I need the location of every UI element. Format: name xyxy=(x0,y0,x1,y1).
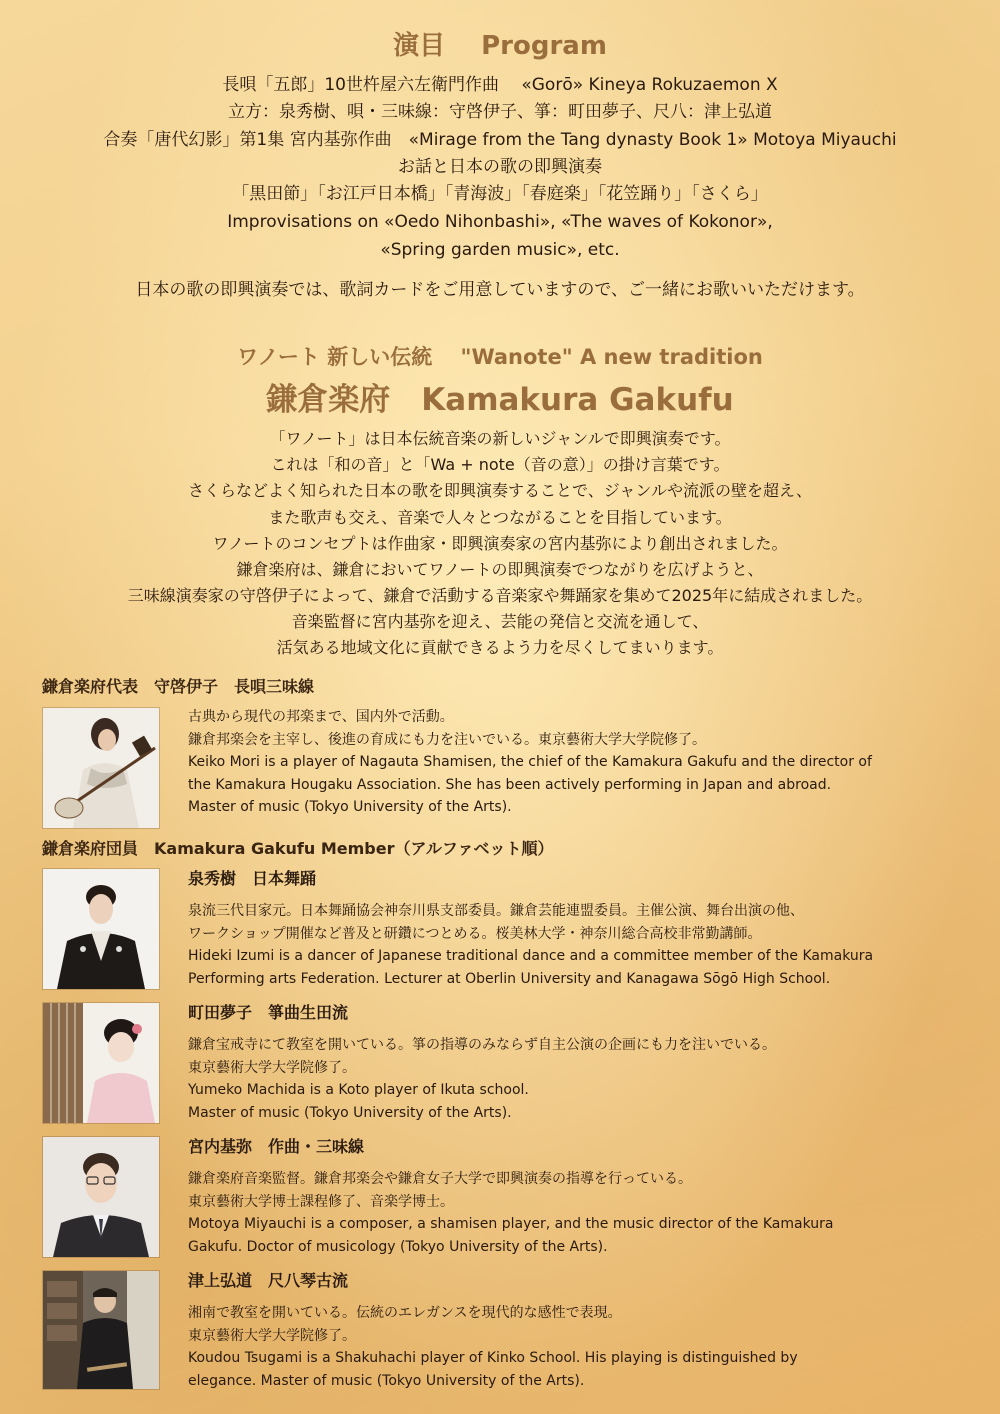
bio-line: ワークショップ開催など普及と研鑽につとめる。桜美林大学・神奈川総合高校非常勤講師。 xyxy=(188,925,762,942)
bio-line: Performing arts Federation. Lecturer at Oberlin University and Kanagawa Sōgō High School. xyxy=(188,970,831,987)
bio-line: Master of music (Tokyo University of the Arts). xyxy=(188,1104,512,1121)
description-line: さくらなどよく知られた日本の歌を即興演奏することで、ジャンルや流派の壁を超え、 xyxy=(188,481,812,500)
member-name: 宮内基弥 作曲・三味線 xyxy=(188,1137,365,1156)
description-line: 音楽監督に宮内基弥を迎え、芸能の発信と交流を通して、 xyxy=(291,612,709,631)
member-photo-izumi xyxy=(42,868,160,990)
bio-line: 泉流三代目家元。日本舞踊協会神奈川県支部委員。鎌倉芸能連盟委員。主催公演、舞台出演の他、 xyxy=(188,903,804,919)
program-line: 長唄「五郎」10世杵屋六左衛門作曲 «Gorō» Kineya Rokuzaemon X xyxy=(222,75,778,95)
bio-line: Master of music (Tokyo University of the Arts). xyxy=(188,799,512,815)
representative-photo xyxy=(42,707,160,829)
bio-line: Hideki Izumi is a dancer of Japanese traditional dance and a committee member of the Kamakura xyxy=(188,948,874,964)
description-line: ワノートのコンセプトは作曲家・即興演奏家の宮内基弥により創出されました。 xyxy=(212,534,788,553)
bio-line: 鎌倉楽府音楽監督。鎌倉邦楽会や鎌倉女子大学で即興演奏の指導を行っている。 xyxy=(188,1171,692,1187)
description-line: また歌声も交え、音楽で人々とつながることを目指しています。 xyxy=(268,508,732,527)
description-line: これは「和の音」と「Wa + note（音の意）」の掛け言葉です。 xyxy=(270,455,730,474)
program-line: 立方：泉秀樹、唄・三味線：守啓伊子、箏：町田夢子、尺八：津上弘道 xyxy=(228,102,772,122)
member-bio xyxy=(188,1002,978,1124)
program-note: 日本の歌の即興演奏では、歌詞カードをご用意していますので、ご一緒にお歌いいただけます。 xyxy=(135,280,865,300)
program-title xyxy=(0,28,1000,64)
program-line: 「黒田節」「お江戸日本橋」「青海波」「春庭楽」「花笠踊り」「さくら」 xyxy=(232,184,768,204)
member-photo-miyauchi xyxy=(42,1136,160,1258)
member-photo-tsugami xyxy=(42,1270,160,1390)
bio-line: Yumeko Machida is a Koto player of Ikuta school. xyxy=(188,1082,529,1098)
member-bio xyxy=(188,1270,978,1392)
bio-line: Motoya Miyauchi is a composer, a shamisen player, and the music director of the Kamakura xyxy=(188,1216,834,1232)
program-title-ja: 演目 xyxy=(393,31,446,61)
description-line: 活気ある地域文化に貢献できるよう力を尽くしてまいります。 xyxy=(276,638,724,657)
representative-bio xyxy=(188,706,978,819)
description-line: 「ワノート」は日本伝統音楽の新しいジャンルで即興演奏です。 xyxy=(269,429,731,448)
bio-line: 古典から現代の邦楽まで、国内外で活動。 xyxy=(188,709,454,725)
description-line: 鎌倉楽府は、鎌倉においてワノートの即興演奏でつながりを広げようと、 xyxy=(236,560,764,579)
bio-line: 鎌倉邦楽会を主宰し、後進の育成にも力を注いでいる。東京藝術大学大学院修了。 xyxy=(188,731,706,748)
bio-line: 東京藝術大学大学院修了。 xyxy=(188,1327,356,1344)
members-heading: 鎌倉楽府団員 Kamakura Gakufu Member（アルファベット順） xyxy=(42,839,554,858)
representative-heading: 鎌倉楽府代表 守啓伊子 長唄三味線 xyxy=(42,677,315,696)
bio-line: 湘南で教室を開いている。伝統のエレガンスを現代的な感性で表現。 xyxy=(188,1305,622,1321)
program-line: お話と日本の歌の即興演奏 xyxy=(398,157,602,177)
bio-line: elegance. Master of music (Tokyo University of the Arts). xyxy=(188,1372,585,1389)
bio-line: 東京藝術大学博士課程修了、音楽学博士。 xyxy=(188,1193,454,1210)
member-name: 津上弘道 尺八琴古流 xyxy=(188,1271,349,1290)
member-name: 泉秀樹 日本舞踊 xyxy=(188,869,317,888)
bio-line: the Kamakura Hougaku Association. She has been actively performing in Japan and abroad. xyxy=(188,776,832,793)
member-photo-machida xyxy=(42,1002,160,1124)
bio-line: 東京藝術大学大学院修了。 xyxy=(188,1059,356,1076)
program-line: 合奏「唐代幻影」第1集 宮内基弥作曲 «Mirage from the Tang dynasty Book 1» Motoya Miyauchi xyxy=(103,130,897,150)
member-bio xyxy=(188,1136,978,1258)
bio-line: Gakufu. Doctor of musicology (Tokyo University of the Arts). xyxy=(188,1238,608,1255)
program-title-en: Program xyxy=(481,31,607,61)
member-name: 町田夢子 箏曲生田流 xyxy=(188,1003,349,1022)
member-bio xyxy=(188,868,978,990)
bio-line: Koudou Tsugami is a Shakuhachi player of Kinko School. His playing is distinguished by xyxy=(188,1350,798,1366)
group-title: 鎌倉楽府 Kamakura Gakufu xyxy=(266,382,734,418)
program-line: Improvisations on «Oedo Nihonbashi», «The waves of Kokonor», xyxy=(227,212,773,232)
bio-line: Keiko Mori is a player of Nagauta Shamisen, the chief of the Kamakura Gakufu and the director of xyxy=(188,754,872,770)
wanote-subtitle: ワノート 新しい伝統 "Wanote" A new tradition xyxy=(237,345,763,369)
program-line: «Spring garden music», etc. xyxy=(380,240,620,260)
description-line: 三味線演奏家の守啓伊子によって、鎌倉で活動する音楽家や舞踊家を集めて2025年に結成されました。 xyxy=(127,586,873,605)
bio-line: 鎌倉宝戒寺にて教室を開いている。箏の指導のみならず自主公演の企画にも力を注いでいる。 xyxy=(188,1037,776,1053)
